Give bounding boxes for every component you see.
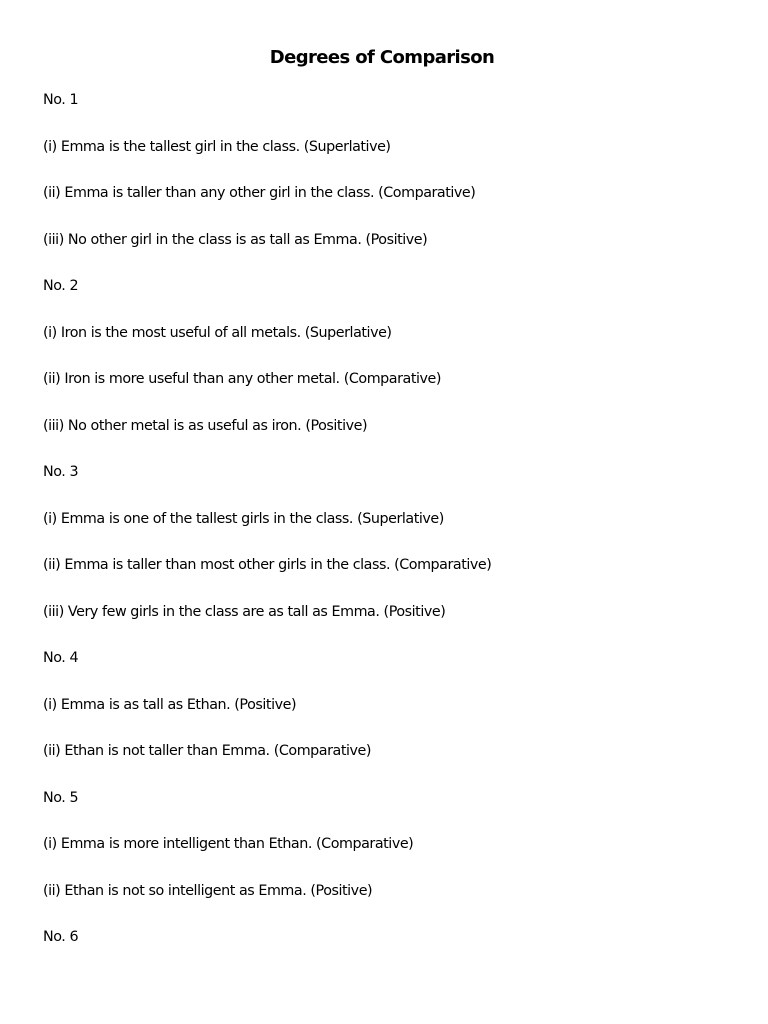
example-5-ii: (ii) Ethan is not so intelligent as Emma. (Positive) [43, 883, 373, 899]
section-heading-5: No. 5 [43, 790, 79, 806]
section-heading-2: No. 2 [43, 278, 79, 294]
example-2-ii: (ii) Iron is more useful than any other metal. (Comparative) [43, 371, 442, 387]
example-3-iii: (iii) Very few girls in the class are as tall as Emma. (Positive) [43, 604, 446, 620]
section-heading-4: No. 4 [43, 650, 79, 666]
example-3-i: (i) Emma is one of the tallest girls in the class. (Superlative) [43, 511, 444, 527]
section-heading-6: No. 6 [43, 929, 79, 945]
example-1-i: (i) Emma is the tallest girl in the class. (Superlative) [43, 139, 391, 155]
example-3-ii: (ii) Emma is taller than most other girls in the class. (Comparative) [43, 557, 492, 573]
section-heading-3: No. 3 [43, 464, 79, 480]
example-1-iii: (iii) No other girl in the class is as tall as Emma. (Positive) [43, 232, 428, 248]
example-2-iii: (iii) No other metal is as useful as iron. (Positive) [43, 418, 368, 434]
example-4-ii: (ii) Ethan is not taller than Emma. (Comparative) [43, 743, 372, 759]
example-2-i: (i) Iron is the most useful of all metals. (Superlative) [43, 325, 392, 341]
example-1-ii: (ii) Emma is taller than any other girl in the class. (Comparative) [43, 185, 476, 201]
example-5-i: (i) Emma is more intelligent than Ethan. (Comparative) [43, 836, 414, 852]
section-heading-1: No. 1 [43, 92, 79, 108]
page-title: Degrees of Comparison [269, 47, 495, 68]
example-4-i: (i) Emma is as tall as Ethan. (Positive) [43, 697, 297, 713]
